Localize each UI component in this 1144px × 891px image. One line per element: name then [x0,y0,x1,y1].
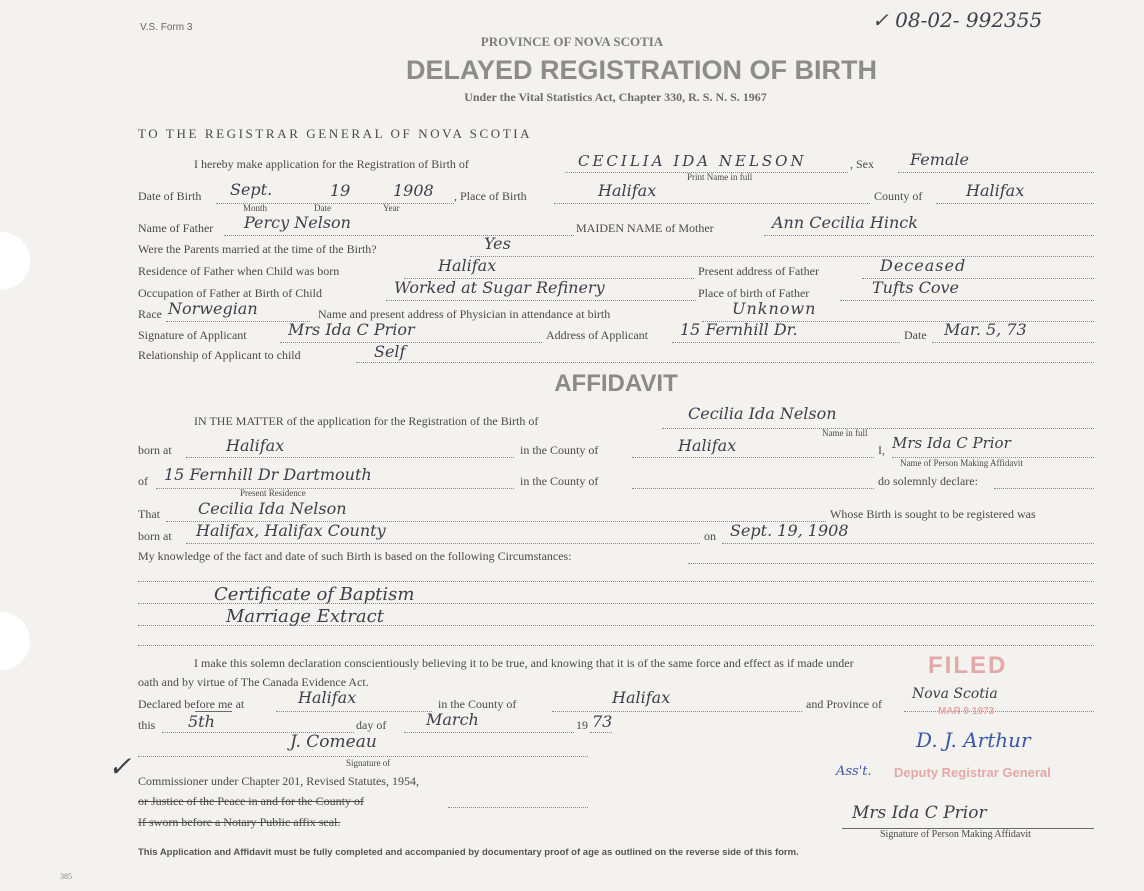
sex-label: , Sex [850,157,874,171]
knowledge-label: My knowledge of the fact and date of such Birth is based on the following Circumstances: [138,549,572,563]
registrar-signature: D. J. Arthur [916,728,1031,752]
born-at-value-2: Halifax, Halifax County [196,521,386,540]
declared-at: Halifax [298,688,357,707]
signature-of-caption: Signature of [346,758,391,768]
declared-day: 5th [188,712,215,731]
on-date: Sept. 19, 1908 [730,521,849,540]
born-at-label: born at [138,443,172,457]
date-caption: Date [314,203,331,213]
declared-province: Nova Scotia [912,686,998,702]
county-of-label-3: in the County of [438,697,517,711]
affiant-signature-caption: Signature of Person Making Affidavit [880,829,1031,840]
residence-value: Halifax [438,256,497,275]
notary-label: If sworn before a Notary Public affix seal. [138,815,341,829]
form-subtitle: Under the Vital Statistics Act, Chapter 330, R. S. N. S. 1967 [464,90,767,104]
province-of-label: and Province of [806,697,882,711]
mother-label: MAIDEN NAME of Mother [576,221,714,235]
stamp-date: MAR 9 1973 [938,706,995,717]
to-registrar: TO THE REGISTRAR GENERAL OF NOVA SCOTIA [138,126,533,141]
father-pob-label: Place of birth of Father [698,286,810,300]
applicant-address: 15 Fernhill Dr. [680,320,798,339]
footer-code: 385 [60,872,72,881]
i-label: I, [878,443,885,457]
county-of-label-2: in the County of [520,474,599,488]
footer-note: This Application and Affidavit must be fully completed and accompanied by documentary proof of age as outlined on the reverse side of this form. [138,847,799,858]
dob-month: Sept. [230,180,273,199]
name-in-full-caption: Name in full [822,428,868,438]
declared-month: March [426,710,479,729]
filed-stamp: FILED [928,652,1008,679]
whose-birth-label: Whose Birth is sought to be registered was [830,507,1036,521]
race-label: Race [138,307,162,321]
form-title: DELAYED REGISTRATION OF BIRTH [405,55,878,85]
print-name-caption: Print Name in full [687,172,753,182]
punch-hole-top [0,232,30,290]
county-value: Halifax [966,181,1025,200]
that-label: That [138,507,160,521]
place-of-birth: Halifax [598,181,657,200]
commissioner-signature: J. Comeau [290,732,377,752]
declared-year: 73 [592,712,613,731]
physician-value: Unknown [732,299,817,318]
race-value: Norwegian [168,299,258,318]
circumstance-1: Certificate of Baptism [214,584,415,605]
deputy-registrar-stamp: Deputy Registrar General [894,765,1051,780]
year-prefix: 19 [576,718,588,732]
affidavit-intro: IN THE MATTER of the application for the Registration of the Birth of [194,414,539,428]
sex-value: Female [910,150,969,169]
present-address-label: Present address of Father [698,264,819,278]
married-value: Yes [484,234,511,253]
applicant-sig-label: Signature of Applicant [138,328,247,342]
commissioner-label: Commissioner under Chapter 201, Revised Statutes, 1954, [138,774,419,788]
of-label: of [138,474,148,488]
punch-hole-bottom [0,612,30,670]
applicant-address-label: Address of Applicant [546,328,648,342]
affidavit-county: Halifax [678,436,737,455]
day-of-label: day of [356,718,387,732]
affidavit-child-name: Cecilia Ida Nelson [688,404,837,423]
father-name: Percy Nelson [244,213,351,232]
present-address-value: Deceased [880,256,967,275]
county-of-label: in the County of [520,443,599,457]
form-number: V.S. Form 3 [140,22,193,33]
child-name: CECILIA IDA NELSON [578,152,807,170]
relationship-label: Relationship of Applicant to child [138,348,301,362]
circumstance-2: Marriage Extract [226,606,384,627]
declared-county: Halifax [612,688,671,707]
year-caption: Year [383,203,400,213]
affidavit-heading: AFFIDAVIT [554,370,678,397]
married-label: Were the Parents married at the time of the Birth? [138,242,377,256]
registration-number: ✓ 08-02- 992355 [872,8,1043,32]
residence-label: Residence of Father when Child was born [138,264,340,278]
applicant-signature: Mrs Ida C Prior [288,320,415,339]
occupation-value: Worked at Sugar Refinery [394,278,605,297]
affiant-residence: 15 Fernhill Dr Dartmouth [164,465,372,484]
that-name: Cecilia Ida Nelson [198,499,347,518]
relationship-value: Self [374,342,406,361]
affiant-signature: Mrs Ida C Prior [852,803,987,823]
check-mark-icon: ✓ [108,750,132,783]
father-pob-value: Tufts Cove [872,278,960,297]
application-date: Mar. 5, 73 [944,320,1027,339]
born-at-label-2: born at [138,529,172,543]
born-at-value: Halifax [226,436,285,455]
this-label: this [138,718,156,732]
father-label: Name of Father [138,221,214,235]
on-label: on [704,529,716,543]
dob-year: 1908 [393,181,434,200]
affiant-caption: Name of Person Making Affidavit [900,458,1023,468]
pob-label: , Place of Birth [454,189,527,203]
occupation-label: Occupation of Father at Birth of Child [138,286,322,300]
dob-date: 19 [330,181,351,200]
residence-caption: Present Residence [240,488,306,498]
county-label: County of [874,189,923,203]
physician-label: Name and present address of Physician in attendance at birth [318,307,611,321]
province-heading: PROVINCE OF NOVA SCOTIA [480,34,664,49]
solemn-line-1: I make this solemn declaration conscientiously believing it to be true, and knowing that it is of the same force and effect as if made under [194,656,854,670]
asst-label: Ass't. [836,764,872,779]
solemn-line-2: oath and by virtue of The Canada Evidence Act. [138,675,369,689]
solemnly-declare: do solemnly declare: [878,474,978,488]
mother-name: Ann Cecilia Hinck [772,213,918,232]
justice-label: or Justice of the Peace in and for the County of [138,794,364,808]
affiant-name: Mrs Ida C Prior [892,434,1011,452]
dob-label: Date of Birth [138,189,202,203]
declared-label: Declared before me at [138,697,245,711]
application-intro: I hereby make application for the Registration of Birth of [194,157,469,171]
month-caption: Month [243,203,268,213]
date-label: Date [904,328,927,342]
